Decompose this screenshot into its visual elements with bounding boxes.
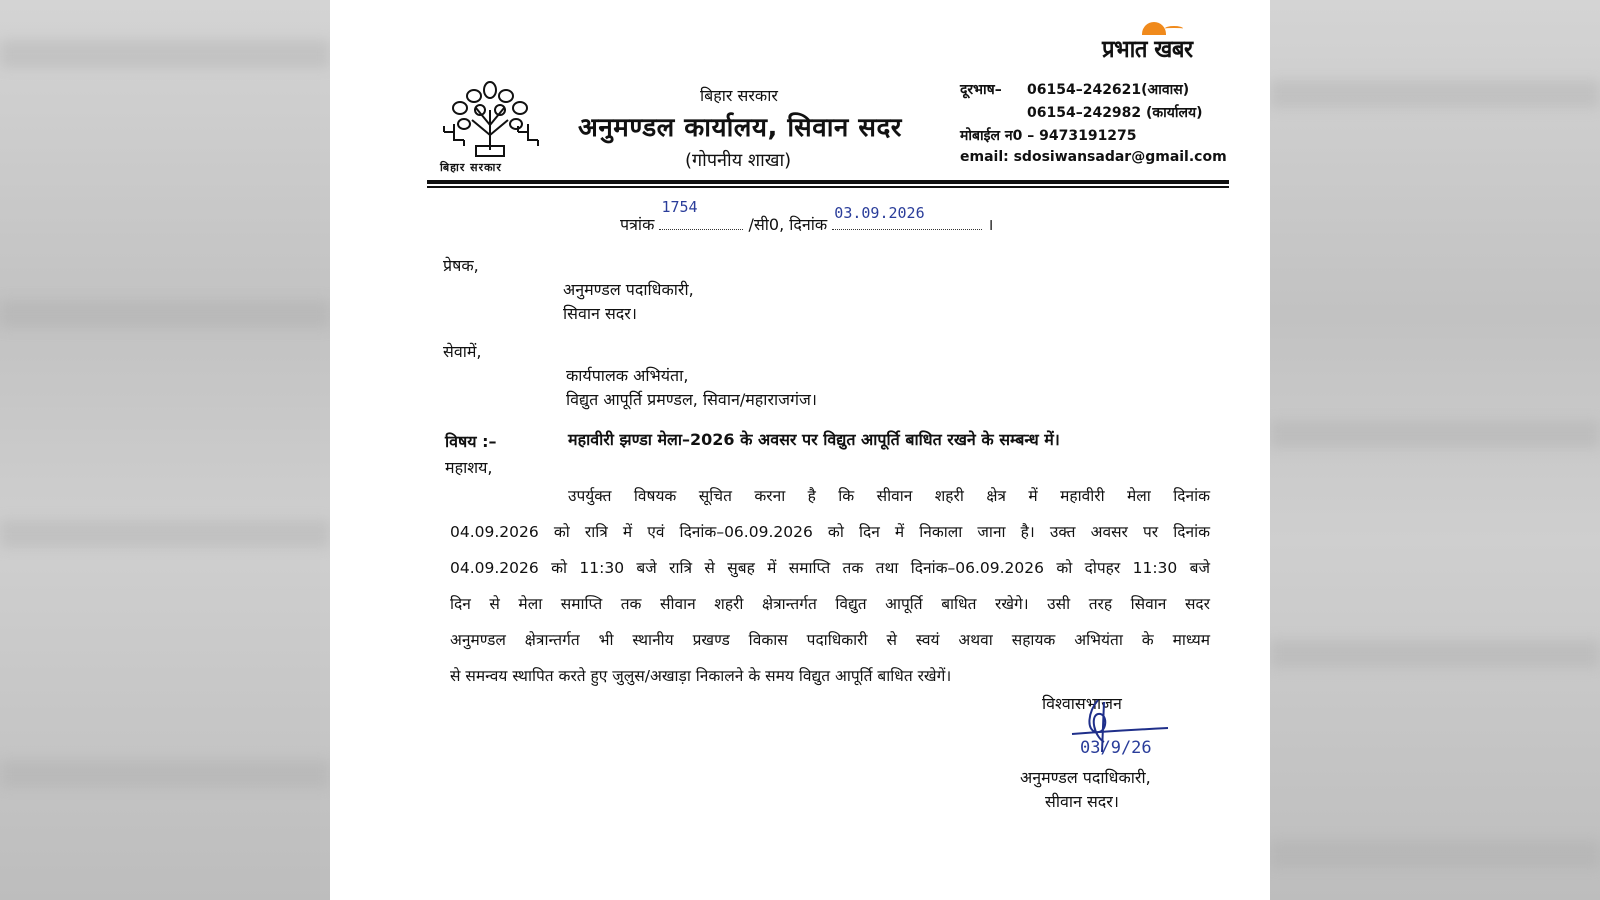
sender-label: प्रेषक,	[443, 256, 479, 275]
closing-designation: अनुमण्डल पदाधिकारी,	[1020, 768, 1151, 787]
recipient-label: सेवामें,	[443, 342, 482, 361]
letter-page	[330, 0, 1270, 900]
salutation: महाशय,	[445, 458, 493, 477]
paragraph-line: दिन से मेला समाप्ति तक सीवान शहरी क्षेत्रान्तर्गत विद्युत आपूर्ति बाधित रखेगे। उसी तरह सिवान सदर	[450, 595, 1210, 613]
office-name: अनुमण्डल कार्यालय, सिवान सदर	[578, 113, 902, 143]
sender-line1: अनुमण्डल पदाधिकारी,	[563, 280, 694, 299]
recipient-line1: कार्यपालक अभियंता,	[566, 366, 689, 385]
reference-number-handwritten: 1754	[661, 198, 698, 216]
phone-residence: 06154–242621(आवास)	[1027, 82, 1190, 98]
bihar-emblem-icon	[438, 80, 542, 160]
brand-bird-icon	[1165, 26, 1183, 31]
reference-suffix: /सी0, दिनांक	[748, 215, 828, 234]
recipient-line2: विद्युत आपूर्ति प्रमण्डल, सिवान/महाराजगंज।	[566, 390, 817, 409]
header-divider-thin	[427, 186, 1229, 188]
mobile-number: मोबाईल न0 – 9473191275	[960, 128, 1137, 144]
blurred-background-right	[1270, 0, 1600, 900]
signature-date: 03/9/26	[1080, 738, 1152, 758]
phone-label: दूरभाष–	[960, 82, 1002, 98]
government-name: बिहार सरकार	[700, 86, 778, 105]
email-address: email: sdosiwansadar@gmail.com	[960, 149, 1227, 165]
header-divider	[427, 180, 1229, 184]
paragraph-line: 04.09.2026 को 11:30 बजे रात्रि से सुबह में समाप्ति तक तथा दिनांक–06.09.2026 को दोपहर 11:30 बजे	[450, 559, 1210, 577]
branch-name: (गोपनीय शाखा)	[685, 150, 792, 171]
paragraph-line: उपर्युक्त विषयक सूचित करना है कि सीवान शहरी क्षेत्र में महावीरी मेला दिनांक	[568, 487, 1210, 505]
blurred-background-left	[0, 0, 330, 900]
subject-label: विषय :–	[445, 432, 497, 451]
reference-line	[620, 198, 994, 235]
subject-text: महावीरी झण्डा मेला–2026 के अवसर पर विद्युत आपूर्ति बाधित रखने के सम्बन्ध में।	[568, 430, 1060, 449]
paragraph-line: अनुमण्डल क्षेत्रान्तर्गत भी स्थानीय प्रखण्ड विकास पदाधिकारी से स्वयं अथवा सहायक अभियंता के माध्यम	[450, 631, 1210, 649]
paragraph-line: 04.09.2026 को रात्रि में एवं दिनांक–06.09.2026 को दिन में निकाला जाना है। उक्त अवसर पर दिनांक	[450, 523, 1210, 541]
phone-office: 06154–242982 (कार्यालय)	[1027, 105, 1203, 121]
reference-date-handwritten: 03.09.2026	[834, 204, 925, 222]
sender-line2: सिवान सदर।	[563, 304, 637, 323]
reference-date-field	[832, 204, 982, 230]
paragraph-line: से समन्वय स्थापित करते हुए जुलुस/अखाड़ा निकालने के समय विद्युत आपूर्ति बाधित रखेगें।	[450, 667, 952, 685]
reference-end: ।	[987, 215, 994, 234]
reference-number-field	[659, 198, 743, 230]
closing-yours: विश्वासभाजन	[1042, 694, 1122, 713]
emblem-caption: बिहार सरकार	[440, 161, 502, 174]
brand-logo-text: प्रभात खबर	[1102, 35, 1193, 63]
patrank-label: पत्रांक	[620, 215, 655, 234]
closing-place: सीवान सदर।	[1045, 792, 1119, 811]
